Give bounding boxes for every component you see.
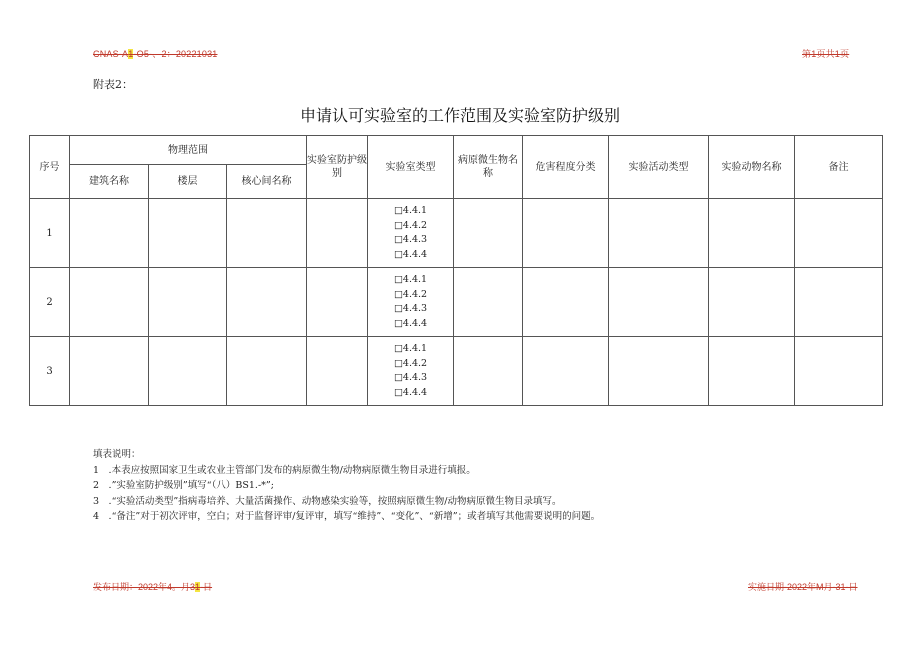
header-physical-scope: 物理范围 <box>70 136 307 165</box>
document-code-highlight: 1 <box>128 49 134 59</box>
cell-pathogen[interactable] <box>454 268 523 337</box>
header-remark: 备注 <box>795 136 883 199</box>
lab-type-checkbox[interactable]: □4.4.3 <box>393 303 428 314</box>
table-row <box>30 337 883 406</box>
lab-type-checkbox[interactable]: □4.4.2 <box>393 288 428 300</box>
cell-building[interactable] <box>70 337 149 406</box>
cell-hazard[interactable] <box>523 337 609 406</box>
scope-table <box>29 135 883 406</box>
lab-type-checkbox[interactable]: □4.4.1 <box>393 274 428 285</box>
cell-protection-level[interactable] <box>307 337 368 406</box>
lab-type-checkbox[interactable]: □4.4.4 <box>393 248 428 260</box>
instruction-item: 2 .”实验室防护级别”填写“（八）BS1.-*”; <box>93 480 274 491</box>
cell-animal[interactable] <box>709 337 795 406</box>
page-title: 申请认可实验室的工作范围及实验室防护级别 <box>299 106 620 125</box>
row-seq: 2 <box>30 268 70 337</box>
appendix-label: 附表2： <box>93 78 133 91</box>
effective-date: 实施日期-2022年M月-31-日 <box>748 582 858 592</box>
document-code-part-b: -O5-、2：20221031 <box>133 49 218 59</box>
publish-date-highlight: 1 <box>195 582 201 592</box>
document-code <box>93 47 218 60</box>
document-code-part-a: CNAS-A <box>93 49 129 59</box>
cell-floor[interactable] <box>149 199 227 268</box>
cell-activity[interactable] <box>609 268 709 337</box>
cell-lab-type <box>368 199 454 268</box>
lab-type-checkbox[interactable]: □4.4.3 <box>393 234 428 245</box>
cell-pathogen[interactable] <box>454 337 523 406</box>
cell-animal[interactable] <box>709 268 795 337</box>
cell-remark[interactable] <box>795 199 883 268</box>
publish-date <box>93 580 212 593</box>
cell-floor[interactable] <box>149 337 227 406</box>
lab-type-checkbox[interactable]: □4.4.1 <box>393 343 428 354</box>
cell-building[interactable] <box>70 268 149 337</box>
publish-date-part-b: -日 <box>200 582 213 592</box>
header-seq: 序号 <box>30 136 70 199</box>
header-activity: 实验活动类型 <box>609 136 709 199</box>
instruction-item: 4 .“备注”对于初次评审，空白；对于监督评审/复评审，填写“维持”、“变化”、“新增”；或者填写其他需要说明的问题。 <box>93 511 601 522</box>
cell-lab-type <box>368 337 454 406</box>
header-core-room: 核心间名称 <box>227 165 307 199</box>
cell-hazard[interactable] <box>523 268 609 337</box>
instructions-heading: 填表说明： <box>93 449 141 460</box>
filling-instructions <box>93 447 600 525</box>
cell-core-room[interactable] <box>227 268 307 337</box>
cell-protection-level[interactable] <box>307 199 368 268</box>
instruction-item: 3 .“实验活动类型”指病毒培养、大量活菌操作、动物感染实验等，按照病原微生物/动物病原微生物目录填写。 <box>93 495 562 507</box>
cell-animal[interactable] <box>709 199 795 268</box>
cell-floor[interactable] <box>149 268 227 337</box>
lab-type-checkbox[interactable]: □4.4.2 <box>393 219 428 231</box>
row-seq: 1 <box>30 199 70 268</box>
cell-remark[interactable] <box>795 337 883 406</box>
cell-activity[interactable] <box>609 337 709 406</box>
publish-date-part-a: 发布日期：2022年4。月3 <box>93 582 196 592</box>
header-building: 建筑名称 <box>70 165 149 199</box>
header-lab-type: 实验室类型 <box>368 136 454 199</box>
table-row <box>30 268 883 337</box>
header-protection-level: 实验室防护级别 <box>307 136 368 199</box>
cell-activity[interactable] <box>609 199 709 268</box>
lab-type-checkbox[interactable]: □4.4.4 <box>393 386 428 398</box>
cell-core-room[interactable] <box>227 337 307 406</box>
lab-type-checkbox[interactable]: □4.4.3 <box>393 372 428 383</box>
header-floor: 楼层 <box>149 165 227 199</box>
cell-protection-level[interactable] <box>307 268 368 337</box>
header-pathogen: 病原微生物名称 <box>454 136 523 199</box>
row-seq: 3 <box>30 337 70 406</box>
lab-type-checkbox[interactable]: □4.4.1 <box>393 205 428 216</box>
header-hazard: 危害程度分类 <box>523 136 609 199</box>
table-row <box>30 199 883 268</box>
header-animal: 实验动物名称 <box>709 136 795 199</box>
cell-building[interactable] <box>70 199 149 268</box>
lab-type-checkbox[interactable]: □4.4.2 <box>393 357 428 369</box>
page-info: 第1页共1页 <box>802 49 850 59</box>
cell-hazard[interactable] <box>523 199 609 268</box>
cell-core-room[interactable] <box>227 199 307 268</box>
cell-remark[interactable] <box>795 268 883 337</box>
cell-lab-type <box>368 268 454 337</box>
instruction-item: 1 .本表应按照国家卫生或农业主管部门发布的病原微生物/动物病原微生物目录进行填报。 <box>93 464 476 476</box>
lab-type-checkbox[interactable]: □4.4.4 <box>393 317 428 329</box>
cell-pathogen[interactable] <box>454 199 523 268</box>
